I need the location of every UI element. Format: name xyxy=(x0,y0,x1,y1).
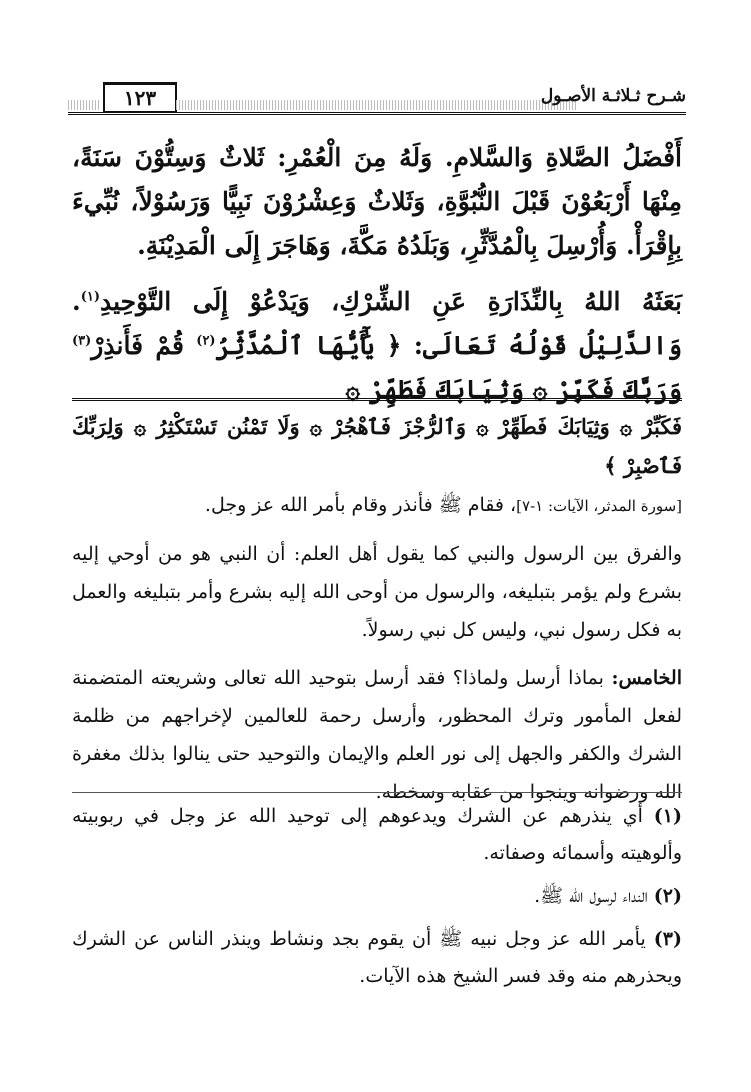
matn-p2-b: . وَالدَّلِيْلُ قَوْلُهُ تَعَالَى: ﴿ يَٰٓأَيُّهَا ٱلْمُدَّثِّرُ xyxy=(72,287,682,360)
matn-text xyxy=(72,136,682,412)
footnote-3-text: يأمر الله عز وجل نبيه ﷺ أن يقوم بجد ونشاط وينذر الناس عن الشرك ويحذرهم منه وقد فسر الشيخ هذه الآيات. xyxy=(72,928,682,987)
header-rule xyxy=(68,112,686,115)
footnotes-divider xyxy=(72,792,682,793)
page-number: ١٢٣ xyxy=(103,82,177,113)
matn-paragraph-2 xyxy=(72,280,682,412)
book-title: شـرح ثـلاثـة الأصـول xyxy=(540,86,686,106)
fifth-paragraph xyxy=(72,659,682,811)
footnote-ref-2: (٢) xyxy=(196,333,216,349)
ayah-reference xyxy=(72,486,682,525)
ayah-text: فَكَبِّرْ ۞ وَثِيَابَكَ فَطَهِّرْ ۞ وَٱلرُّجْزَ فَٱهْجُرْ ۞ وَلَا تَمْنُن تَسْتَكْثِرُ ۞ وَلِرَبِّكَ فَٱصْبِرْ ﴾ xyxy=(72,414,682,478)
surah-reference: [سورة المدثر، الآيات: ١-٧] xyxy=(516,497,682,515)
difference-paragraph: والفرق بين الرسول والنبي كما يقول أهل العلم: أن النبي هو من أوحي إليه بشرع ولم يؤمر بتبليغه، والرسول من أوحى الله إليه بشرع وأمر بتبليغه والعمل به فكل رسول نبي، وليس كل نبي رسولاً. xyxy=(72,543,682,641)
running-header xyxy=(68,82,686,116)
footnote-2 xyxy=(72,878,682,915)
header-hatch xyxy=(176,100,576,110)
footnote-2-number: (٢) xyxy=(653,885,682,907)
footnotes xyxy=(72,798,682,995)
footnote-2-text: النداء لرسول الله ﷺ. xyxy=(534,885,654,907)
matn-p2-a: بَعَثَهُ اللهُ بِالنِّذَارَةِ عَنِ الشِّرْكِ، وَيَدْعُوْ إِلَى التَّوْحِيدِ xyxy=(100,287,682,316)
matn-sharh-divider xyxy=(72,398,682,401)
footnote-3-number: (٣) xyxy=(653,928,682,950)
matn-p2-c: قُمْ فَأَنذِرْ xyxy=(91,331,197,360)
matn-p2-d: وَرَبَّكَ فَكَبِّرْ ۞ وَثِيَابَكَ فَطَهِّرْ ۞ xyxy=(345,375,682,404)
reference-continuation: ، فقام ﷺ فأنذر وقام بأمر الله عز وجل. xyxy=(204,494,517,516)
fifth-text: بماذا أرسل ولماذا؟ فقد أرسل بتوحيد الله تعالى وشريعته المتضمنة لفعل المأمور وترك المحظور، وأرسل رحمة للعالمين لإخراجهم من ظلمة الشرك والكفر والجهل إلى نور العلم والإيمان والتوحيد حتى ينالوا بذلك مغفرة الله ورضوانه وينجوا من عقابه وسخطه. xyxy=(72,667,682,803)
footnote-1-text: أي ينذرهم عن الشرك ويدعوهم إلى توحيد الله عز وجل في ربوبيته وألوهيته وأسمائه وصفاته. xyxy=(72,805,682,864)
footnote-1 xyxy=(72,798,682,872)
footnote-ref-1: (١) xyxy=(80,289,101,305)
footnote-3 xyxy=(72,921,682,995)
footnote-ref-3: (٣) xyxy=(72,333,92,349)
sharh-text xyxy=(72,408,682,811)
ayah-line xyxy=(72,408,682,486)
header-hatch-left xyxy=(68,100,101,110)
matn-paragraph-1: أَفْضَلُ الصَّلاةِ وَالسَّلامِ. وَلَهُ مِنَ الْعُمْرِ: ثَلاثٌ وَسِتُّوْنَ سَنَةً، مِنْهَا أَرْبَعُوْنَ قَبْلَ النُّبُوَّةِ، وَثَلاثٌ وَعِشْرُوْنَ نَبِيًّا وَرَسُوْلاً، نُبِّيءَ بِإِقْرَأْ. وَأُرْسِلَ بِالْمُدَّثِّرِ، وَبَلَدُهُ مَكَّةَ، وَهَاجَرَ إِلَى الْمَدِيْنَةِ. xyxy=(72,143,682,260)
footnote-1-number: (١) xyxy=(653,805,682,827)
fifth-label: الخامس: xyxy=(611,667,682,689)
